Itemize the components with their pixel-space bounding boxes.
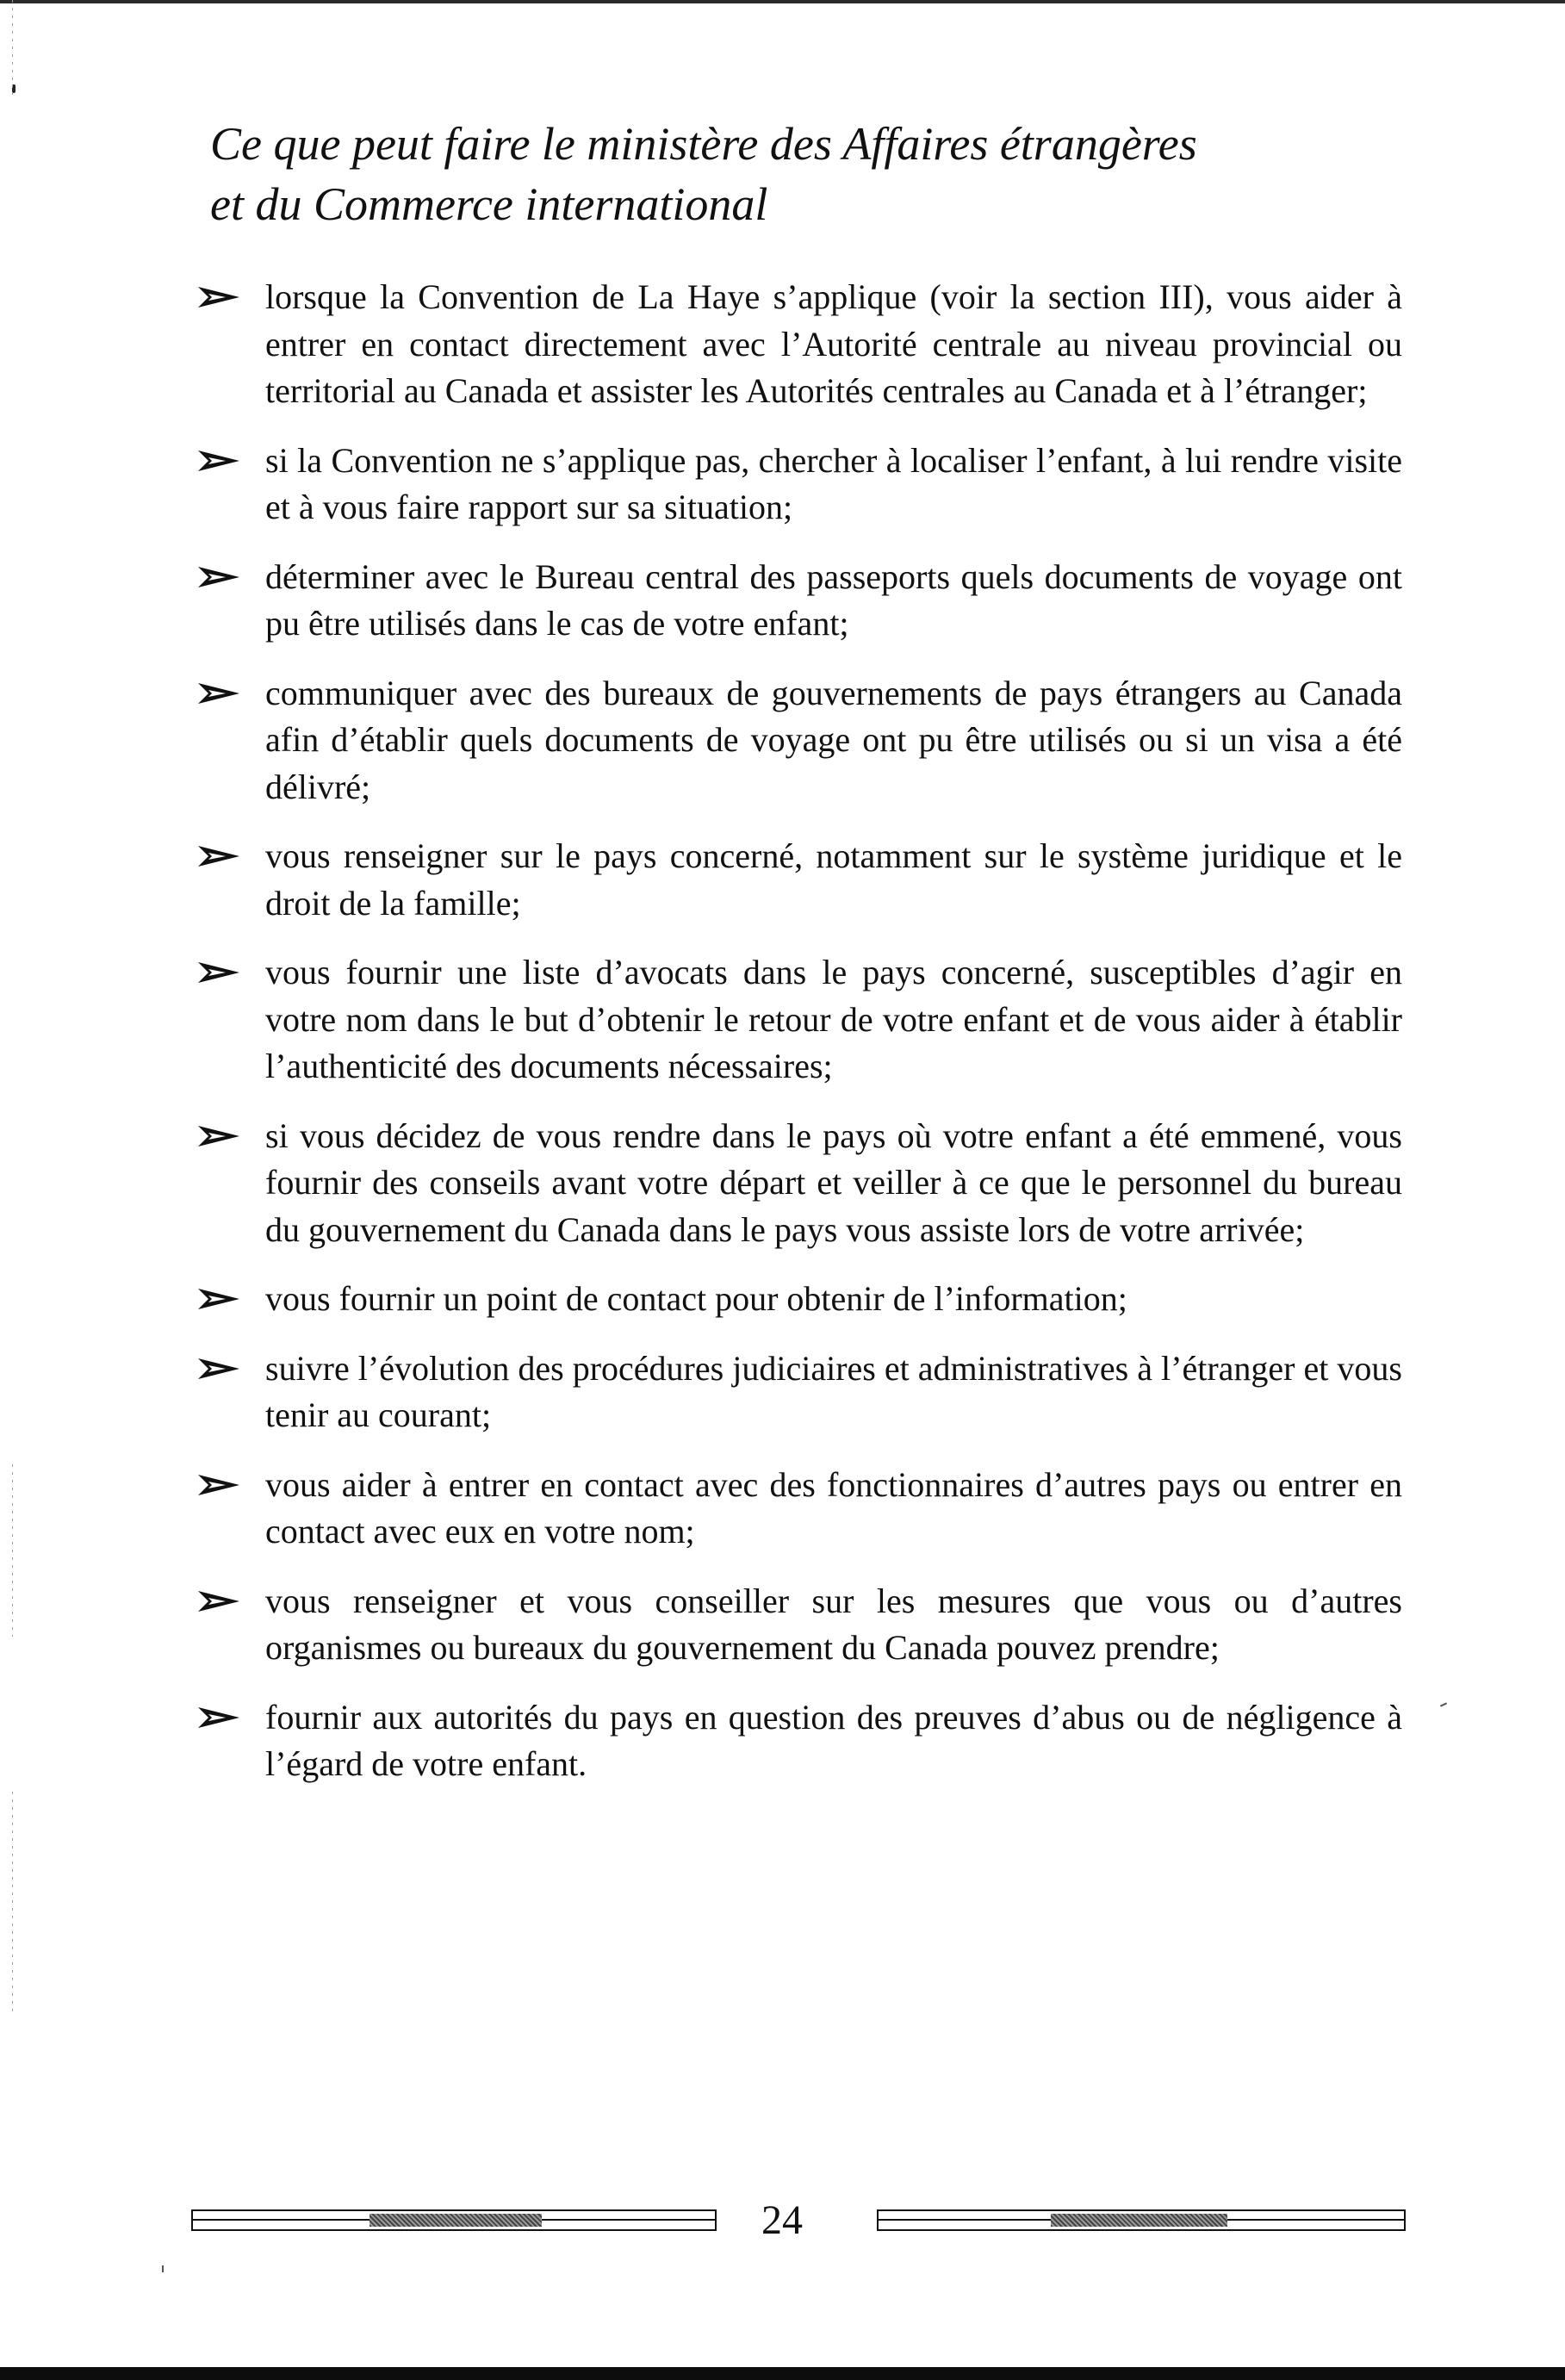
list-item [196, 949, 1402, 1091]
list-item-text: communiquer avec des bureaux de gouvernements de pays étrangers au Canada afin d’établir quels documents de voyage ont pu être utilisés ou si un visa a été délivré; [265, 673, 1402, 806]
list-item-text: vous renseigner et vous conseiller sur les mesures que vous ou d’autres organismes ou bureaux du gouvernement du Canada pouvez prendre; [265, 1581, 1402, 1667]
list-item-text: lorsque la Convention de La Haye s’applique (voir la section III), vous aider à entrer en contact directement avec l’Autorité centrale au niveau provincial ou territorial au Canada et assister les Autorités centrales au Canada et à l’étranger; [265, 277, 1402, 410]
arrowhead-bullet-icon [196, 284, 241, 310]
arrowhead-bullet-icon [196, 448, 241, 474]
list-item [196, 1113, 1402, 1254]
heading-line-1: Ce que peut faire le ministère des Affaires étrangères [210, 118, 1197, 170]
list-item [196, 670, 1402, 811]
list-item [196, 1345, 1402, 1439]
list-item-text: fournir aux autorités du pays en question des preuves d’abus ou de négligence à l’égard de votre enfant. [265, 1697, 1402, 1783]
list-item-text: si la Convention ne s’applique pas, chercher à localiser l’enfant, à lui rendre visite et à vous faire rapport sur sa situation; [265, 440, 1402, 526]
list-item-text: vous aider à entrer en contact avec des fonctionnaires d’autres pays ou entrer en contact avec eux en votre nom; [265, 1464, 1402, 1550]
list-item-text: vous renseigner sur le pays concerné, notamment sur le système juridique et le droit de la famille; [265, 836, 1402, 923]
page-footer [0, 2199, 1565, 2242]
arrowhead-bullet-icon [196, 1356, 241, 1382]
scan-mark [162, 2265, 164, 2272]
page-number: 24 [761, 2197, 803, 2243]
arrowhead-bullet-icon [196, 1472, 241, 1498]
list-item [196, 1578, 1402, 1672]
list-item-text: vous fournir un point de contact pour obtenir de l’information; [265, 1279, 1127, 1318]
arrowhead-bullet-icon [196, 1705, 241, 1731]
list-item-text: déterminer avec le Bureau central des passeports quels documents de voyage ont pu être utilisés dans le cas de votre enfant; [265, 556, 1402, 643]
arrowhead-bullet-icon [196, 843, 241, 869]
list-item [196, 1276, 1402, 1323]
list-item [196, 1694, 1402, 1788]
list-item [196, 274, 1402, 415]
arrowhead-bullet-icon [196, 1123, 241, 1149]
list-item-text: suivre l’évolution des procédures judiciaires et administratives à l’étranger et vous tenir au courant; [265, 1348, 1402, 1434]
list-item-text: vous fournir une liste d’avocats dans le pays concerné, susceptibles d’agir en votre nom dans le but d’obtenir le retour de votre enfant et de vous aider à établir l’authenticité des documents nécessaires; [265, 953, 1402, 1085]
list-item-text: si vous décidez de vous rendre dans le pays où votre enfant a été emmené, vous fournir des conseils avant votre départ et veiller à ce que le personnel du bureau du gouvernement du Canada dans le pays vous assiste lors de votre arrivée; [265, 1115, 1402, 1249]
arrowhead-bullet-icon [196, 1286, 241, 1312]
footer-ornament-left [191, 2209, 717, 2231]
arrowhead-bullet-icon [196, 564, 241, 590]
arrowhead-bullet-icon [196, 680, 241, 706]
scan-mark [1440, 1702, 1447, 1706]
scan-margin-mark [12, 1464, 13, 1637]
scan-top-edge [0, 0, 1565, 3]
list-item [196, 554, 1402, 648]
services-list [196, 274, 1402, 1811]
list-item [196, 438, 1402, 531]
scan-margin-mark [12, 1792, 13, 2016]
scan-bottom-edge [0, 2367, 1565, 2380]
arrowhead-bullet-icon [196, 960, 241, 985]
heading-line-2: et du Commerce international [210, 178, 768, 230]
page-heading [210, 114, 1416, 234]
list-item [196, 833, 1402, 927]
footer-ornament-right [877, 2209, 1406, 2231]
arrowhead-bullet-icon [196, 1588, 241, 1614]
scan-margin-mark [12, 0, 13, 95]
list-item [196, 1462, 1402, 1556]
